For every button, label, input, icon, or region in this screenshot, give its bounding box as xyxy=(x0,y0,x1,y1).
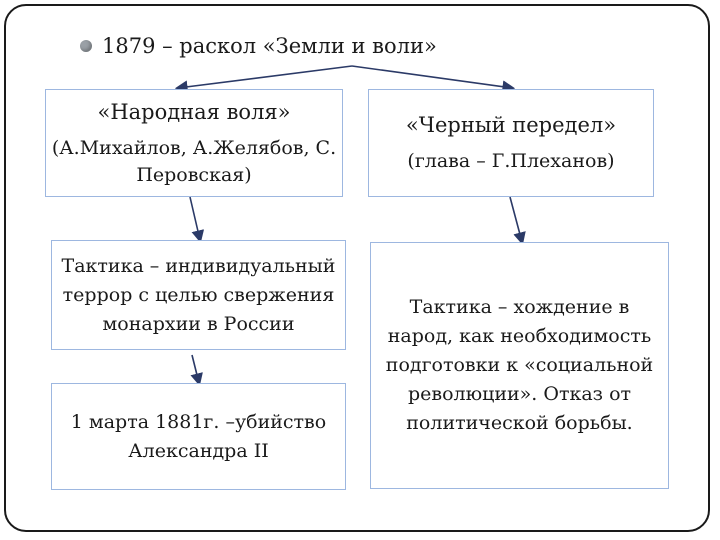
narodnaya-volya-box xyxy=(45,89,343,197)
arrow-title-to-left xyxy=(178,66,352,88)
slide-title: 1879 – раскол «Земли и воли» xyxy=(102,34,437,58)
chernyi-peredel-tactic-box xyxy=(370,242,669,489)
arrow-title-to-right xyxy=(352,66,512,88)
arrow-right-header-to-tactic xyxy=(510,197,522,242)
assassination-event-box xyxy=(51,383,346,490)
chernyi-peredel-tactic-text: Тактика – хождение в народ, как необходимость подготовки к «социальной революции». Отказ от политической борьбы. xyxy=(385,296,654,434)
chernyi-peredel-title: «Черный передел» xyxy=(405,113,617,137)
chernyi-peredel-leader: (глава – Г.Плеханов) xyxy=(407,150,615,172)
narodnaya-volya-title: «Народная воля» xyxy=(97,99,291,124)
assassination-event-text: 1 марта 1881г. –убийство Александра II xyxy=(70,410,327,462)
narodnaya-volya-tactic-box xyxy=(51,240,346,350)
narodnaya-volya-tactic-text: Тактика – индивидуальный террор с целью свержения монархии в России xyxy=(61,254,336,335)
arrow-left-header-to-tactic xyxy=(190,197,200,240)
chernyi-peredel-box xyxy=(368,89,654,197)
arrow-left-tactic-to-event xyxy=(192,355,199,383)
narodnaya-volya-members: (А.Михайлов, А.Желябов, С. Перовская) xyxy=(51,136,337,186)
